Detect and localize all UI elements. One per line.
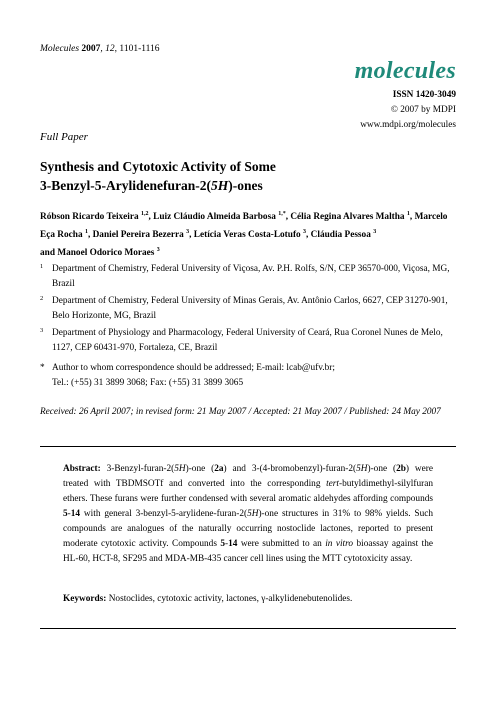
abstract-label: Abstract: — [63, 464, 101, 474]
journal-meta — [360, 88, 456, 133]
correspondence-note — [40, 361, 465, 391]
keywords-label: Keywords: — [63, 594, 107, 604]
publication-dates: Received: 26 April 2007; in revised form: 21 May 2007 / Accepted: 21 May 2007 / Published: 24 May 2007 — [40, 407, 441, 417]
issn: ISSN 1420-3049 — [392, 90, 456, 100]
authors-and: and — [40, 248, 55, 259]
author: Manoel Odorico Moraes $^3$ — [57, 247, 160, 259]
correspondence-phone: Tel.: (+55) 31 3899 3068; Fax: (+55) 31 3899 3065 — [52, 378, 244, 388]
citation-pages: , 1101-1116 — [114, 44, 160, 54]
keywords — [63, 592, 433, 607]
paper-type: Full Paper — [40, 131, 88, 143]
affiliation: 1 Department of Chemistry, Federal University of Viçosa, Av. P.H. Rolfs, S/N, CEP 36570-000, Viçosa, MG, Brazil — [40, 263, 450, 289]
citation-volume: 12 — [105, 44, 115, 54]
divider-top — [40, 446, 456, 447]
author: Daniel Pereira Bezerra $^3$ — [92, 229, 190, 241]
affiliation: 3 Department of Physiology and Pharmacology, Federal University of Ceará, Rua Coronel Nunes de Melo, 1127, CEP 60431-970, Fortaleza, CE, Brazil — [40, 327, 443, 353]
correspondence-star: * — [40, 363, 45, 373]
copyright: © 2007 by MDPI — [390, 105, 456, 115]
citation-year: 2007 — [81, 44, 101, 54]
author: Luiz Cláudio Almeida Barbosa $^{1,*}$ — [153, 211, 286, 223]
author: Róbson Ricardo Teixeira $^{1,2}$ — [40, 211, 149, 223]
affiliations — [40, 262, 465, 358]
author-list: Róbson Ricardo Teixeira $^{1,2}$, Luiz Cláudio Almeida Barbosa $^{1,*}$, Célia Regina Alvares Maltha $^1$, Marcelo Eça Rocha $^1$, Daniel Pereira Bezerra $^3$, Letícia Veras Costa-Lotufo $^3$, Cláudia Pessoa $^3$ and Manoel Odorico Moraes $^3$ — [40, 211, 448, 259]
journal-citation: Molecules 2007, 12, 1101-1116 — [40, 44, 160, 54]
keywords-text: Nostoclides, cytotoxic activity, lactones, γ-alkylidenebutenolides. — [106, 594, 353, 604]
author: Letícia Veras Costa-Lotufo $^3$ — [193, 229, 307, 241]
title-line-1: Synthesis and Cytotoxic Activity of Some — [40, 159, 276, 174]
paper-title — [40, 157, 460, 195]
citation-journal: Molecules — [40, 44, 80, 54]
author: Cláudia Pessoa $^3$ — [310, 229, 377, 241]
correspondence-email: Author to whom correspondence should be addressed; E-mail: lcab@ufv.br; — [52, 363, 335, 373]
affiliation: 2 Department of Chemistry, Federal University of Minas Gerais, Av. Antônio Carlos, 6627, CEP 31270-901, Belo Horizonte, MG, Brazil — [40, 295, 448, 321]
abstract: Abstract: 3-Benzyl-furan-2(5H)-one (2a) and 3-(4-bromobenzyl)-furan-2(5H)-one (2b) were treated with TBDMSOTf and converted into the corresponding tert-butyldimethyl-silylfuran ethers. These furans were further condensed with several aromatic aldehydes affording compounds 5-14 with general 3-benzyl-5-arylidene-furan-2(5H)-one structures in 31% to 98% yields. Such compounds are analogues of the naturally occurring nostoclide lactones, reported to present moderate cytotoxic activity. Compounds 5-14 were submitted to an in vitro bioassay against the HL-60, HCT-8, SF295 and MDA-MB-435 cancer cell lines using the MTT cytotoxicity assay. — [63, 464, 433, 564]
divider-bottom — [40, 628, 456, 629]
author: Célia Regina Alvares Maltha $^1$ — [290, 211, 410, 223]
journal-logo: molecules — [354, 58, 456, 84]
title-line-2: 3-Benzyl-5-Arylidenefuran-2(5H)-ones — [40, 178, 263, 193]
journal-url: www.mdpi.org/molecules — [360, 120, 456, 130]
author: Marcelo Eça Rocha $^1$ — [40, 212, 448, 241]
